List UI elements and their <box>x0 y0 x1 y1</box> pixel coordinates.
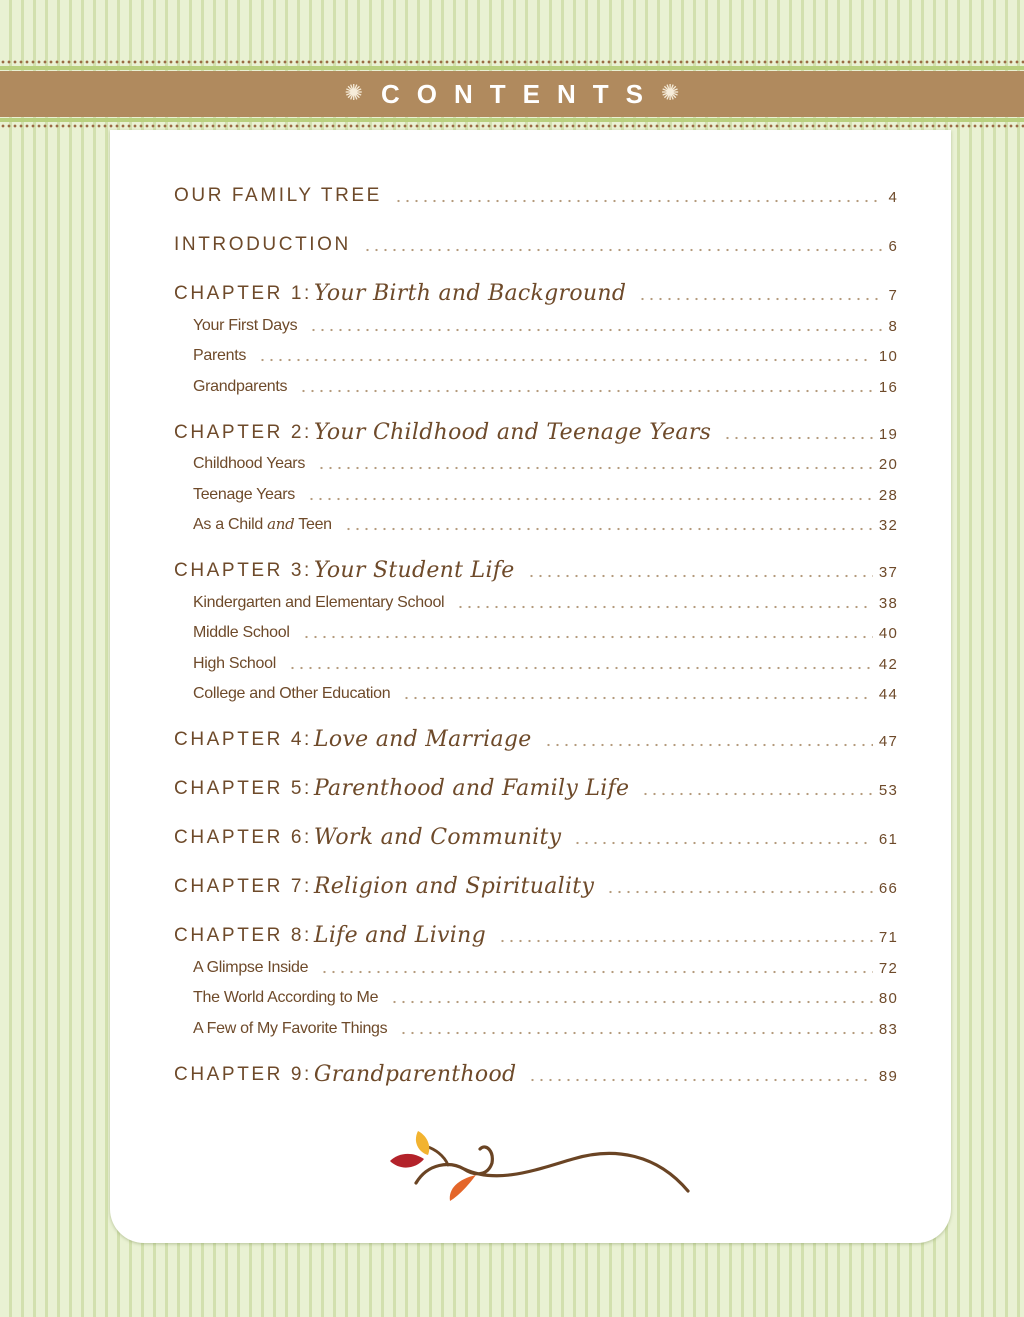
chapter-title: Religion and Spirituality <box>313 874 595 899</box>
dot-leader <box>363 248 883 252</box>
dot-leader <box>528 1078 873 1082</box>
toc-entry-chapter-5[interactable] <box>174 751 898 800</box>
chapter-number: CHAPTER 8: <box>174 925 312 946</box>
dot-leader <box>723 436 873 440</box>
chapter-number: CHAPTER 7: <box>174 876 312 897</box>
chapter-number: CHAPTER 4: <box>174 729 312 750</box>
subentry-title <box>174 517 332 535</box>
dot-leader <box>527 574 873 578</box>
chapter-number: CHAPTER 2: <box>174 421 312 443</box>
dot-leader <box>544 743 873 747</box>
toc-entry-title: INTRODUCTION <box>174 234 351 255</box>
dot-leader <box>299 389 873 393</box>
page-title: CONTENTS <box>381 78 660 109</box>
dot-leader <box>317 466 873 470</box>
toc-entry-chapter-7[interactable] <box>174 849 898 898</box>
page-number: 20 <box>878 456 898 473</box>
page-number: 44 <box>878 686 898 703</box>
dot-leader <box>258 358 873 362</box>
toc-subentry[interactable] <box>174 444 898 475</box>
toc-subentry[interactable] <box>174 643 898 674</box>
page-number: 16 <box>878 378 898 396</box>
chapter-number: CHAPTER 3: <box>174 560 312 581</box>
toc-subentry[interactable] <box>174 1008 898 1039</box>
subentry-title-part: Teen <box>298 516 332 533</box>
subentry-title: Childhood Years <box>193 455 306 472</box>
chapter-number: CHAPTER 9: <box>174 1063 312 1085</box>
toc-entry-chapter-1[interactable] <box>174 256 898 305</box>
dot-leader <box>307 497 873 501</box>
subentry-title: Middle School <box>193 624 290 641</box>
toc-entry-chapter-3[interactable] <box>174 535 898 582</box>
subentry-title: College and Other Education <box>193 685 391 702</box>
dot-leader <box>573 841 873 845</box>
chapter-title: Your Birth and Background <box>313 281 627 306</box>
leaf-yellow <box>416 1131 429 1155</box>
dot-leader <box>320 970 873 974</box>
page-number: 53 <box>878 782 898 799</box>
dot-leader <box>288 666 873 670</box>
subentry-title: High School <box>193 654 276 672</box>
leaf-orange <box>450 1175 476 1201</box>
dot-leader <box>390 1000 873 1004</box>
toc-subentry[interactable] <box>174 674 898 705</box>
dot-leader <box>638 297 882 301</box>
dot-leader <box>498 939 873 943</box>
toc-subentry[interactable] <box>174 505 898 536</box>
dotted-border-top <box>0 60 1024 64</box>
subentry-title-italic: and <box>267 515 295 533</box>
subentry-title: Teenage Years <box>193 485 295 503</box>
page-number: 10 <box>878 348 898 365</box>
page-number: 37 <box>878 564 898 581</box>
page-number: 83 <box>878 1020 898 1038</box>
page-number: 71 <box>878 929 898 946</box>
toc-entry-chapter-2[interactable] <box>174 397 898 444</box>
contents-banner <box>0 58 1024 130</box>
table-of-contents <box>174 178 898 1086</box>
dot-leader <box>606 890 873 894</box>
dot-leader <box>641 792 873 796</box>
vine-with-leaves-icon <box>388 1125 694 1205</box>
page-number: 80 <box>878 990 898 1007</box>
star-ornament-icon: ✺ <box>344 81 363 106</box>
subentry-title: A Glimpse Inside <box>193 958 309 976</box>
toc-entry-chapter-9[interactable] <box>174 1039 898 1086</box>
subentry-title: Parents <box>193 347 247 364</box>
page-number: 28 <box>878 486 898 504</box>
page-number: 89 <box>878 1067 898 1085</box>
chapter-title: Parenthood and Family Life <box>313 776 630 801</box>
dot-leader <box>456 605 873 609</box>
subentry-title-part: As a Child <box>193 516 263 533</box>
toc-subentry[interactable] <box>174 582 898 613</box>
subentry-title: Your First Days <box>193 316 298 334</box>
page-number: 72 <box>878 959 898 977</box>
dot-leader <box>402 696 873 700</box>
toc-entry-introduction[interactable] <box>174 207 898 256</box>
toc-subentry[interactable] <box>174 613 898 644</box>
toc-subentry[interactable] <box>174 336 898 367</box>
page-number: 40 <box>878 625 898 642</box>
subentry-title: The World According to Me <box>193 989 379 1006</box>
toc-entry-family-tree[interactable] <box>174 178 898 207</box>
toc-subentry[interactable] <box>174 474 898 505</box>
chapter-title: Your Student Life <box>313 558 515 583</box>
dotted-border-bottom <box>0 124 1024 128</box>
green-band-bottom <box>0 118 1024 122</box>
page-number: 19 <box>878 425 898 443</box>
page-number: 7 <box>888 287 898 304</box>
chapter-title: Life and Living <box>313 923 486 948</box>
star-ornament-icon: ✺ <box>661 81 680 106</box>
page-number: 4 <box>888 189 898 206</box>
toc-entry-title: OUR FAMILY TREE <box>174 185 382 206</box>
chapter-title: Love and Marriage <box>313 727 532 752</box>
toc-subentry[interactable] <box>174 978 898 1009</box>
subentry-title: Grandparents <box>193 377 288 395</box>
page-number: 66 <box>878 880 898 897</box>
chapter-title: Work and Community <box>313 825 562 850</box>
chapter-number: CHAPTER 6: <box>174 827 312 848</box>
chapter-number: CHAPTER 5: <box>174 778 312 799</box>
vine-tendril <box>428 1147 448 1165</box>
dot-leader <box>344 527 873 531</box>
leaf-red <box>390 1154 424 1168</box>
dot-leader <box>302 635 873 639</box>
subentry-title: A Few of My Favorite Things <box>193 1019 388 1037</box>
dot-leader <box>399 1031 873 1035</box>
green-band-top <box>0 66 1024 70</box>
page-number: 32 <box>878 517 898 534</box>
subentry-title: Kindergarten and Elementary School <box>193 593 445 611</box>
page-number: 42 <box>878 655 898 673</box>
toc-entry-chapter-6[interactable] <box>174 800 898 849</box>
dot-leader <box>394 199 883 203</box>
chapter-number: CHAPTER 1: <box>174 283 312 304</box>
page-number: 8 <box>888 317 898 335</box>
page-number: 61 <box>878 831 898 848</box>
page-number: 47 <box>878 733 898 750</box>
page-number: 6 <box>888 238 898 255</box>
chapter-title: Grandparenthood <box>313 1061 517 1087</box>
toc-entry-chapter-4[interactable] <box>174 704 898 751</box>
chapter-title: Your Childhood and Teenage Years <box>313 419 712 445</box>
toc-subentry[interactable] <box>174 366 898 397</box>
page-number: 38 <box>878 594 898 612</box>
toc-subentry[interactable] <box>174 305 898 336</box>
toc-subentry[interactable] <box>174 947 898 978</box>
toc-entry-chapter-8[interactable] <box>174 898 898 947</box>
banner-bar <box>0 71 1024 117</box>
dot-leader <box>309 328 882 332</box>
